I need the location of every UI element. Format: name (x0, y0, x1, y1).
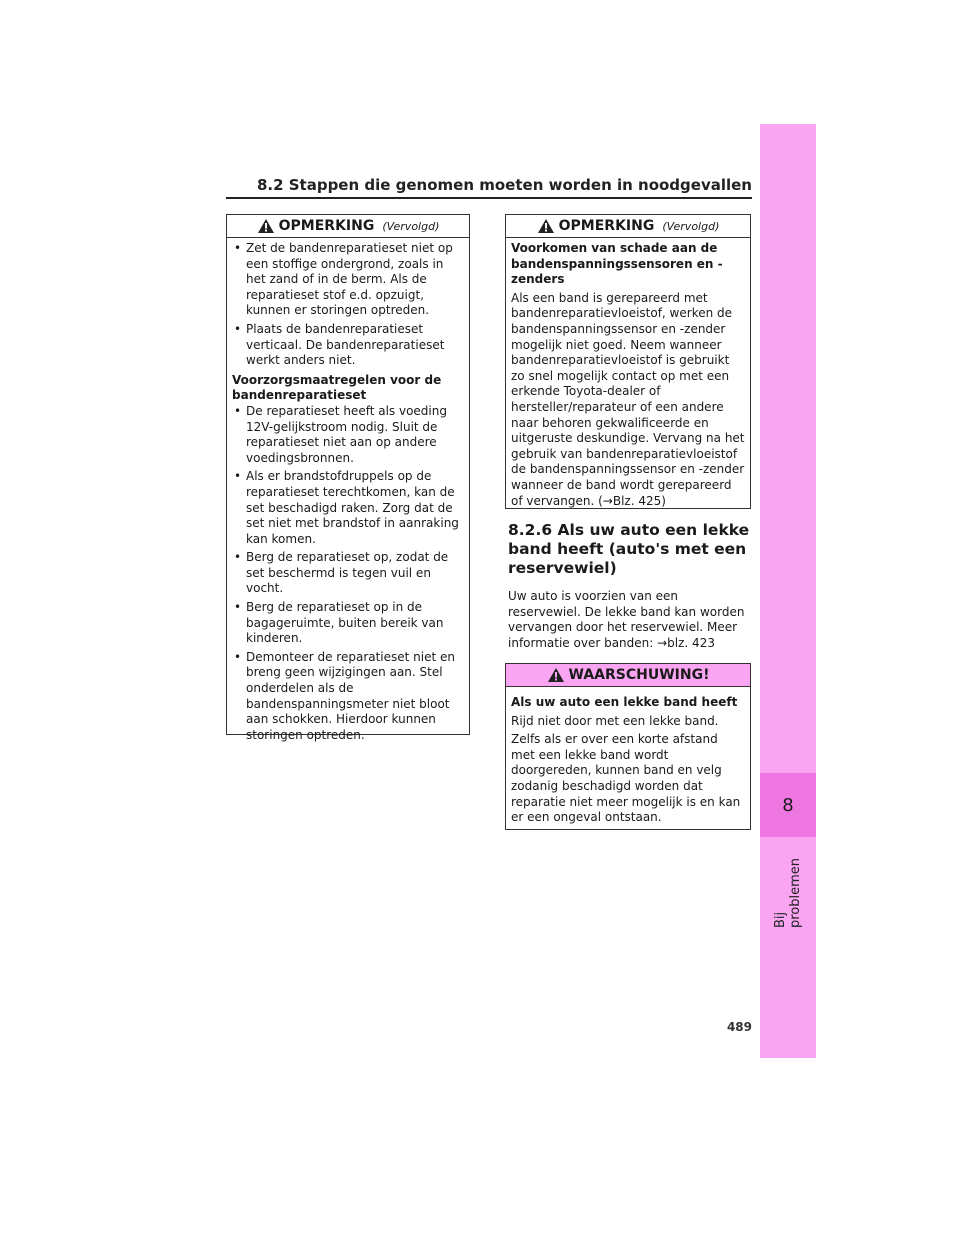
notice-title: OPMERKING (278, 218, 375, 234)
warning-title: WAARSCHUWING! (568, 667, 710, 683)
list-item: • Plaats de bandenreparatieset verticaal. De bandenreparatieset werkt anders niet. (232, 322, 464, 369)
header-rule (226, 197, 752, 199)
warning-triangle-icon (537, 218, 555, 234)
notice-text: Als een band is gerepareerd met bandenreparatievloeistof, werken de bandenspanningssensor en -zender mogelijk niet goed. Neem wanneer bandenreparatievloeistof is gebruikt zo snel mogelijk contact op met een erkende Toyota-dealer of hersteller/reparateur of een andere naar behoren gekwalificeerde en uitgeruste deskundige. Vervang na het gebruik van bandenreparatievloeistof de bandenspanningssensor en -zender wanneer de band wordt gerepareerd of vervangen. (→Blz. 425) (511, 290, 745, 508)
section-heading: 8.2.6 Als uw auto een lekke band heeft (auto's met een reservewiel) (508, 521, 750, 577)
warning-subheading: Als uw auto een lekke band heeft (511, 695, 738, 709)
warning-body (506, 687, 750, 833)
notice-box-right (505, 214, 751, 509)
chapter-label: Bij problemen (773, 857, 803, 928)
notice-header (227, 215, 469, 238)
notice-header (506, 215, 750, 238)
notice-body (506, 238, 750, 516)
notice-subheading: Voorkomen van schade aan de bandenspanningssensoren en -zenders (511, 241, 723, 287)
list-item: • Berg de reparatieset op, zodat de set beschermd is tegen vuil en vocht. (232, 550, 464, 597)
chapter-number: 8 (760, 773, 816, 837)
notice-subtitle: (Vervolgd) (382, 219, 440, 233)
notice-body (227, 238, 469, 750)
list-item: • Als er brandstofdruppels op de reparatieset terechtkomen, kan de set beschadigd raken. Zorg dat de set niet met brandstof in aanraking kan komen. (232, 469, 464, 547)
list-item: • Demonteer de reparatieset niet en breng geen wijzigingen aan. Stel onderdelen als de bandenspanningsmeter niet bloot aan schokken. Hierdoor kunnen storingen optreden. (232, 650, 464, 744)
notice-subtitle: (Vervolgd) (662, 219, 720, 233)
list-item: • Berg de reparatieset op in de bagageruimte, buiten bereik van kinderen. (232, 600, 464, 647)
list-item: • Zet de bandenreparatieset niet op een stoffige ondergrond, zoals in het zand of in de berm. Als de reparatieset stof e.d. opzuigt, kunnen er storingen optreden. (232, 241, 464, 319)
running-header: 8.2 Stappen die genomen moeten worden in noodgevallen (256, 176, 752, 194)
notice-title: OPMERKING (558, 218, 655, 234)
warning-text: Rijd niet door met een lekke band. (511, 713, 719, 728)
list-item: • De reparatieset heeft als voeding 12V-gelijkstroom nodig. Sluit de reparatieset niet aan op andere voedingsbronnen. (232, 404, 464, 466)
notice-box-left (226, 214, 470, 742)
section-text: Uw auto is voorzien van een reservewiel. De lekke band kan worden vervangen door het reservewiel. Meer informatie over banden: →blz. 423 (508, 589, 745, 650)
notice-subheading: Voorzorgsmaatregelen voor de bandenreparatieset (232, 372, 442, 403)
warning-text: Zelfs als er over een korte afstand met een lekke band wordt doorgereden, kunnen band en velg zodanig beschadigd worden dat reparatie niet meer mogelijk is en kan er een ongeval ontstaan. (511, 732, 741, 825)
warning-triangle-icon (257, 218, 275, 234)
warning-header (506, 664, 750, 687)
warning-box (505, 663, 751, 830)
warning-triangle-icon (547, 667, 565, 683)
page-number: 489 (726, 1020, 752, 1034)
